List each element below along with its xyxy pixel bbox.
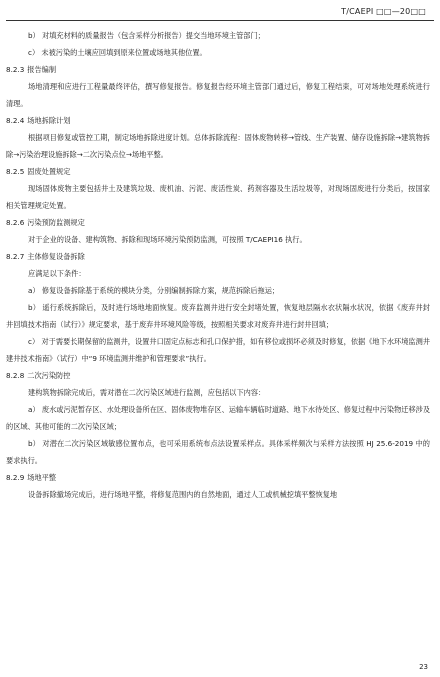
- section-heading: [6, 367, 430, 384]
- section-number: 8.2.5: [6, 167, 25, 176]
- paragraph: 场地清理和应进行工程量最终评估，撰写修复报告。修复报告经环境主管部门通过后，修复工程结束，可对场地处理系统进行清理。: [6, 82, 430, 108]
- section-title: 固废处置规定: [27, 167, 71, 176]
- section-heading: [6, 248, 430, 265]
- paragraph: b） 对填充材料的质量报告（包含采样分析报告）提交当地环境主管部门；: [28, 31, 265, 40]
- page-number: 23: [419, 663, 428, 671]
- paragraph: 建构筑物拆除完成后，需对潜在二次污染区域进行监测，应包括以下内容：: [28, 388, 266, 397]
- section-title: 二次污染防控: [27, 371, 71, 380]
- section-heading: [6, 163, 430, 180]
- list-item: c） 对于需要长期保留的监测井，设置井口固定点标志和孔口保护措，如有移位或损坏必须及时修复，依据《地下水环境监测井建井技术指南》（试行）中“9 环境监测井维护和管理要求”执行。: [6, 337, 430, 363]
- header-rule: [6, 20, 434, 21]
- section-heading: [6, 214, 430, 231]
- list-item: b） 对潜在二次污染区域敏感位置布点，也可采用系统布点法设置采样点。具体采样频次与采样方法按照 HJ 25.6-2019 中的要求执行。: [6, 439, 430, 465]
- paragraph: 设备拆除撤场完成后，进行场地平整，将修复范围内的自然地面，通过人工或机械挖填平整恢复地: [28, 490, 338, 499]
- section-title: 场地平整: [27, 473, 57, 482]
- section-title: 污染预防监测规定: [27, 218, 85, 227]
- paragraph: c） 未被污染的土壤应回填到原来位置或场地其他位置。: [28, 48, 207, 57]
- paragraph: 现场固体废物主要包括井土及建筑垃圾、废机油、污泥、废活性炭、药剂容器及生活垃圾等，对现场固废进行分类后，按国家相关管理规定处置。: [6, 184, 430, 210]
- section-number: 8.2.8: [6, 371, 25, 380]
- section-number: 8.2.6: [6, 218, 25, 227]
- section-title: 报告编制: [27, 65, 57, 74]
- section-title: 主体修复设备拆除: [27, 252, 85, 261]
- paragraph: 对于企业的设备、建构筑物、拆除和现场环境污染预防监测，可按照 T/CAEPI16 执行。: [28, 235, 307, 244]
- document-body: [6, 27, 430, 503]
- section-number: 8.2.7: [6, 252, 25, 261]
- list-item: b） 遥行系统拆除后，及时进行场地地面恢复。废弃监测井进行安全封堵处置，恢复地层隔水衣状隔水状况，依据《废弃井封井回填技术指南（试行）》规定要求，基于废弃井环境风险等级，按照相关要求对废弃井进行封井回填；: [6, 303, 430, 329]
- section-number: 8.2.3: [6, 65, 25, 74]
- section-heading: [6, 61, 430, 78]
- section-title: 场地拆除计划: [27, 116, 71, 125]
- section-heading: [6, 112, 430, 129]
- section-number: 8.2.9: [6, 473, 25, 482]
- list-item: a） 废水或污泥暂存区、水处理设备所在区、固体废物堆存区、运输车辆临时道路、地下水待处区、修复过程中污染物迁移涉及的区域、其他可能的二次污染区域；: [6, 405, 431, 431]
- section-number: 8.2.4: [6, 116, 25, 125]
- section-heading: [6, 469, 430, 486]
- document-code: T/CAEPI □□—20□□: [341, 7, 426, 16]
- paragraph: 根据项目修复或管控工期，制定场地拆除进度计划。总体拆除流程：固体废物转移→管线、生产装置、储存设施拆除→建筑物拆除→污染治理设施拆除→二次污染点位→场地平整。: [6, 133, 430, 159]
- list-item: a） 修复设备拆除基于系统的模块分类，分别编制拆除方案，规范拆除后拖运；: [28, 286, 280, 295]
- paragraph: 应满足以下条件：: [28, 269, 86, 278]
